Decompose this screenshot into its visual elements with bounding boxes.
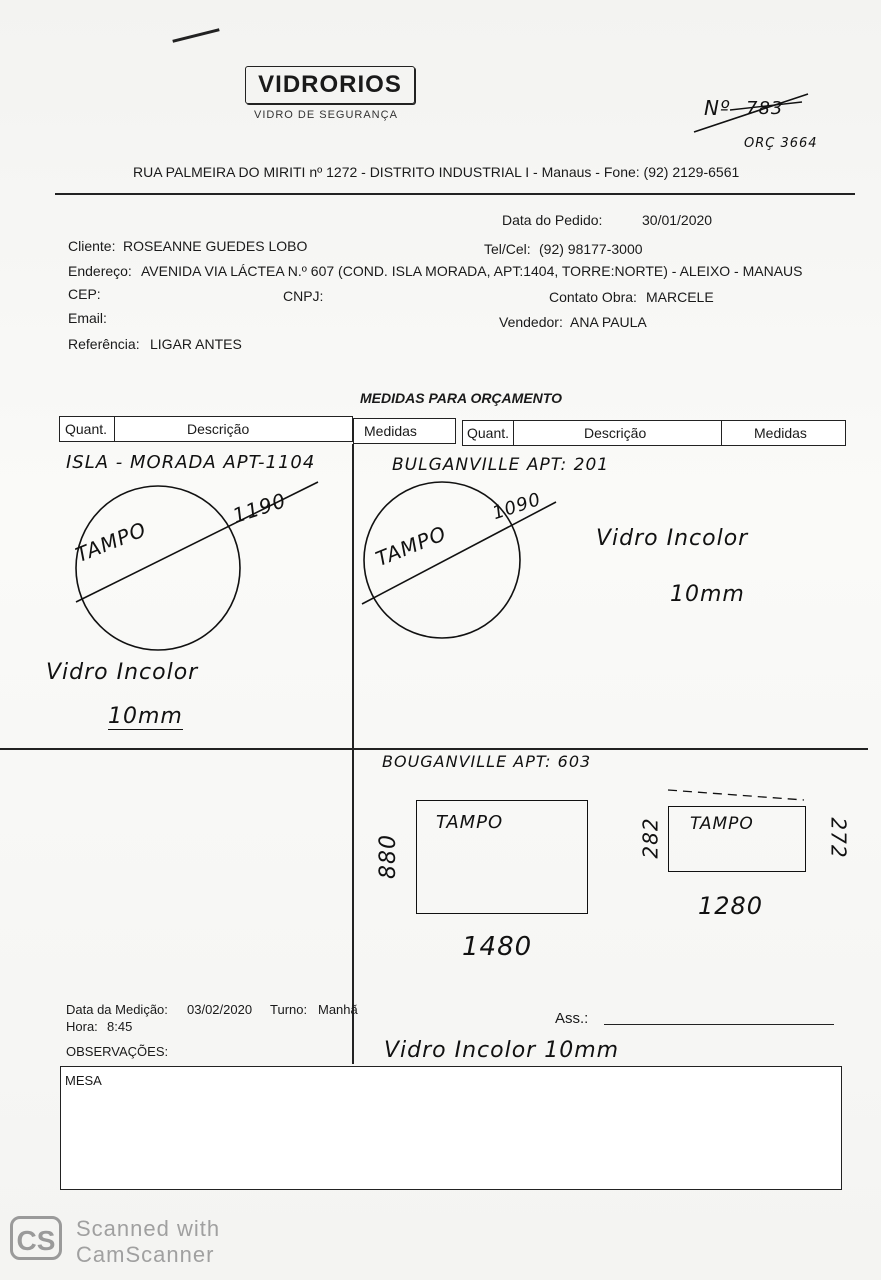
measure-date-label: Data da Medição:: [66, 1002, 168, 1017]
doc-number-strike: [690, 88, 820, 138]
sketch-b-label: TAMPO: [372, 520, 450, 572]
camscanner-line1: Scanned with: [76, 1216, 221, 1241]
reference-label: Referência:: [68, 336, 140, 352]
sketch-b-dim: 1090: [489, 488, 544, 525]
client-label: Cliente:: [68, 238, 116, 254]
sketch-c-title: BOUGANVILLE APT: 603: [382, 752, 592, 771]
header-quant-1: Quant.: [59, 416, 115, 442]
email-label: Email:: [68, 310, 107, 326]
grid-horizontal: [0, 748, 868, 750]
logo-tagline: VIDRO DE SEGURANÇA: [254, 109, 398, 121]
observations-label: OBSERVAÇÕES:: [66, 1044, 169, 1059]
header-medidas-2: Medidas: [722, 420, 846, 446]
sketch-a-note2: 10mm: [108, 704, 183, 729]
sketch-a-label: TAMPO: [72, 516, 150, 568]
sketch-c-rect2-width: 1280: [698, 892, 764, 920]
address-label: Endereço:: [68, 263, 132, 279]
pen-mark: [172, 28, 219, 43]
sketch-b-note2: 10mm: [670, 582, 745, 607]
observations-handwritten: Vidro Incolor 10mm: [384, 1038, 620, 1063]
sketch-c-rect2-label: TAMPO: [690, 814, 754, 834]
sketch-b-note1: Vidro Incolor: [596, 526, 749, 551]
sketch-c-rect1-height: 880: [376, 834, 401, 879]
sketch-c-rect2-dash: [664, 786, 814, 806]
phone-value: (92) 98177-3000: [539, 241, 643, 257]
orc-note: ORÇ 3664: [744, 136, 818, 151]
sketch-c-rect1-label: TAMPO: [436, 812, 504, 833]
camscanner-logo-icon: CS: [10, 1216, 62, 1260]
sketch-c-rect2-height-left: 282: [638, 817, 663, 859]
measures-title: MEDIDAS PARA ORÇAMENTO: [360, 390, 562, 406]
header-desc-2: Descrição: [514, 420, 722, 446]
seller-label: Vendedor:: [499, 314, 563, 330]
header-medidas-1: Medidas: [353, 418, 456, 444]
grid-vertical: [352, 444, 354, 1064]
shift-value: Manhã: [318, 1002, 358, 1017]
measure-date-value: 03/02/2020: [187, 1002, 253, 1017]
header-quant-2: Quant.: [462, 420, 514, 446]
time-label: Hora:: [66, 1019, 98, 1034]
header-rule: [55, 193, 855, 195]
camscanner-line2: CamScanner: [76, 1242, 215, 1267]
sketch-c-rect1-width: 1480: [462, 932, 533, 962]
sketch-a-dim: 1190: [229, 488, 290, 528]
sketch-c-rect2-height-right: 272: [826, 817, 851, 859]
reference-value: LIGAR ANTES: [150, 336, 242, 352]
sketch-a-note1: Vidro Incolor: [46, 660, 199, 685]
order-date-value: 30/01/2020: [642, 212, 713, 228]
signature-label: Ass.:: [555, 1010, 589, 1027]
cep-label: CEP:: [68, 286, 101, 302]
header-desc-1: Descrição: [115, 416, 353, 442]
company-address: RUA PALMEIRA DO MIRITI nº 1272 - DISTRITO INDUSTRIAL I - Manaus - Fone: (92) 2129-6561: [133, 164, 740, 180]
contact-label: Contato Obra:: [549, 289, 637, 305]
sketch-a-title: ISLA - MORADA APT-1104: [66, 452, 316, 473]
doc-number-value: 783: [746, 98, 784, 119]
seller-value: ANA PAULA: [570, 314, 647, 330]
address-value: AVENIDA VIA LÁCTEA N.º 607 (COND. ISLA MORADA, APT:1404, TORRE:NORTE) - ALEIXO - MANAUS: [141, 263, 803, 279]
sketch-a-circle: [60, 470, 340, 660]
order-date-label: Data do Pedido:: [502, 212, 603, 228]
company-logo: VIDRORIOS: [245, 66, 415, 104]
shift-label: Turno:: [270, 1002, 308, 1017]
signature-line: [604, 1024, 834, 1025]
sketch-b-title: BULGANVILLE APT: 201: [392, 455, 610, 475]
phone-label: Tel/Cel:: [484, 241, 531, 257]
observations-box: [60, 1066, 842, 1190]
time-value: 8:45: [107, 1019, 133, 1034]
observations-box-text: MESA: [65, 1073, 102, 1088]
contact-value: MARCELE: [646, 289, 714, 305]
doc-number-label: Nº: [704, 96, 731, 120]
cnpj-label: CNPJ:: [283, 288, 324, 304]
client-value: ROSEANNE GUEDES LOBO: [123, 238, 308, 254]
